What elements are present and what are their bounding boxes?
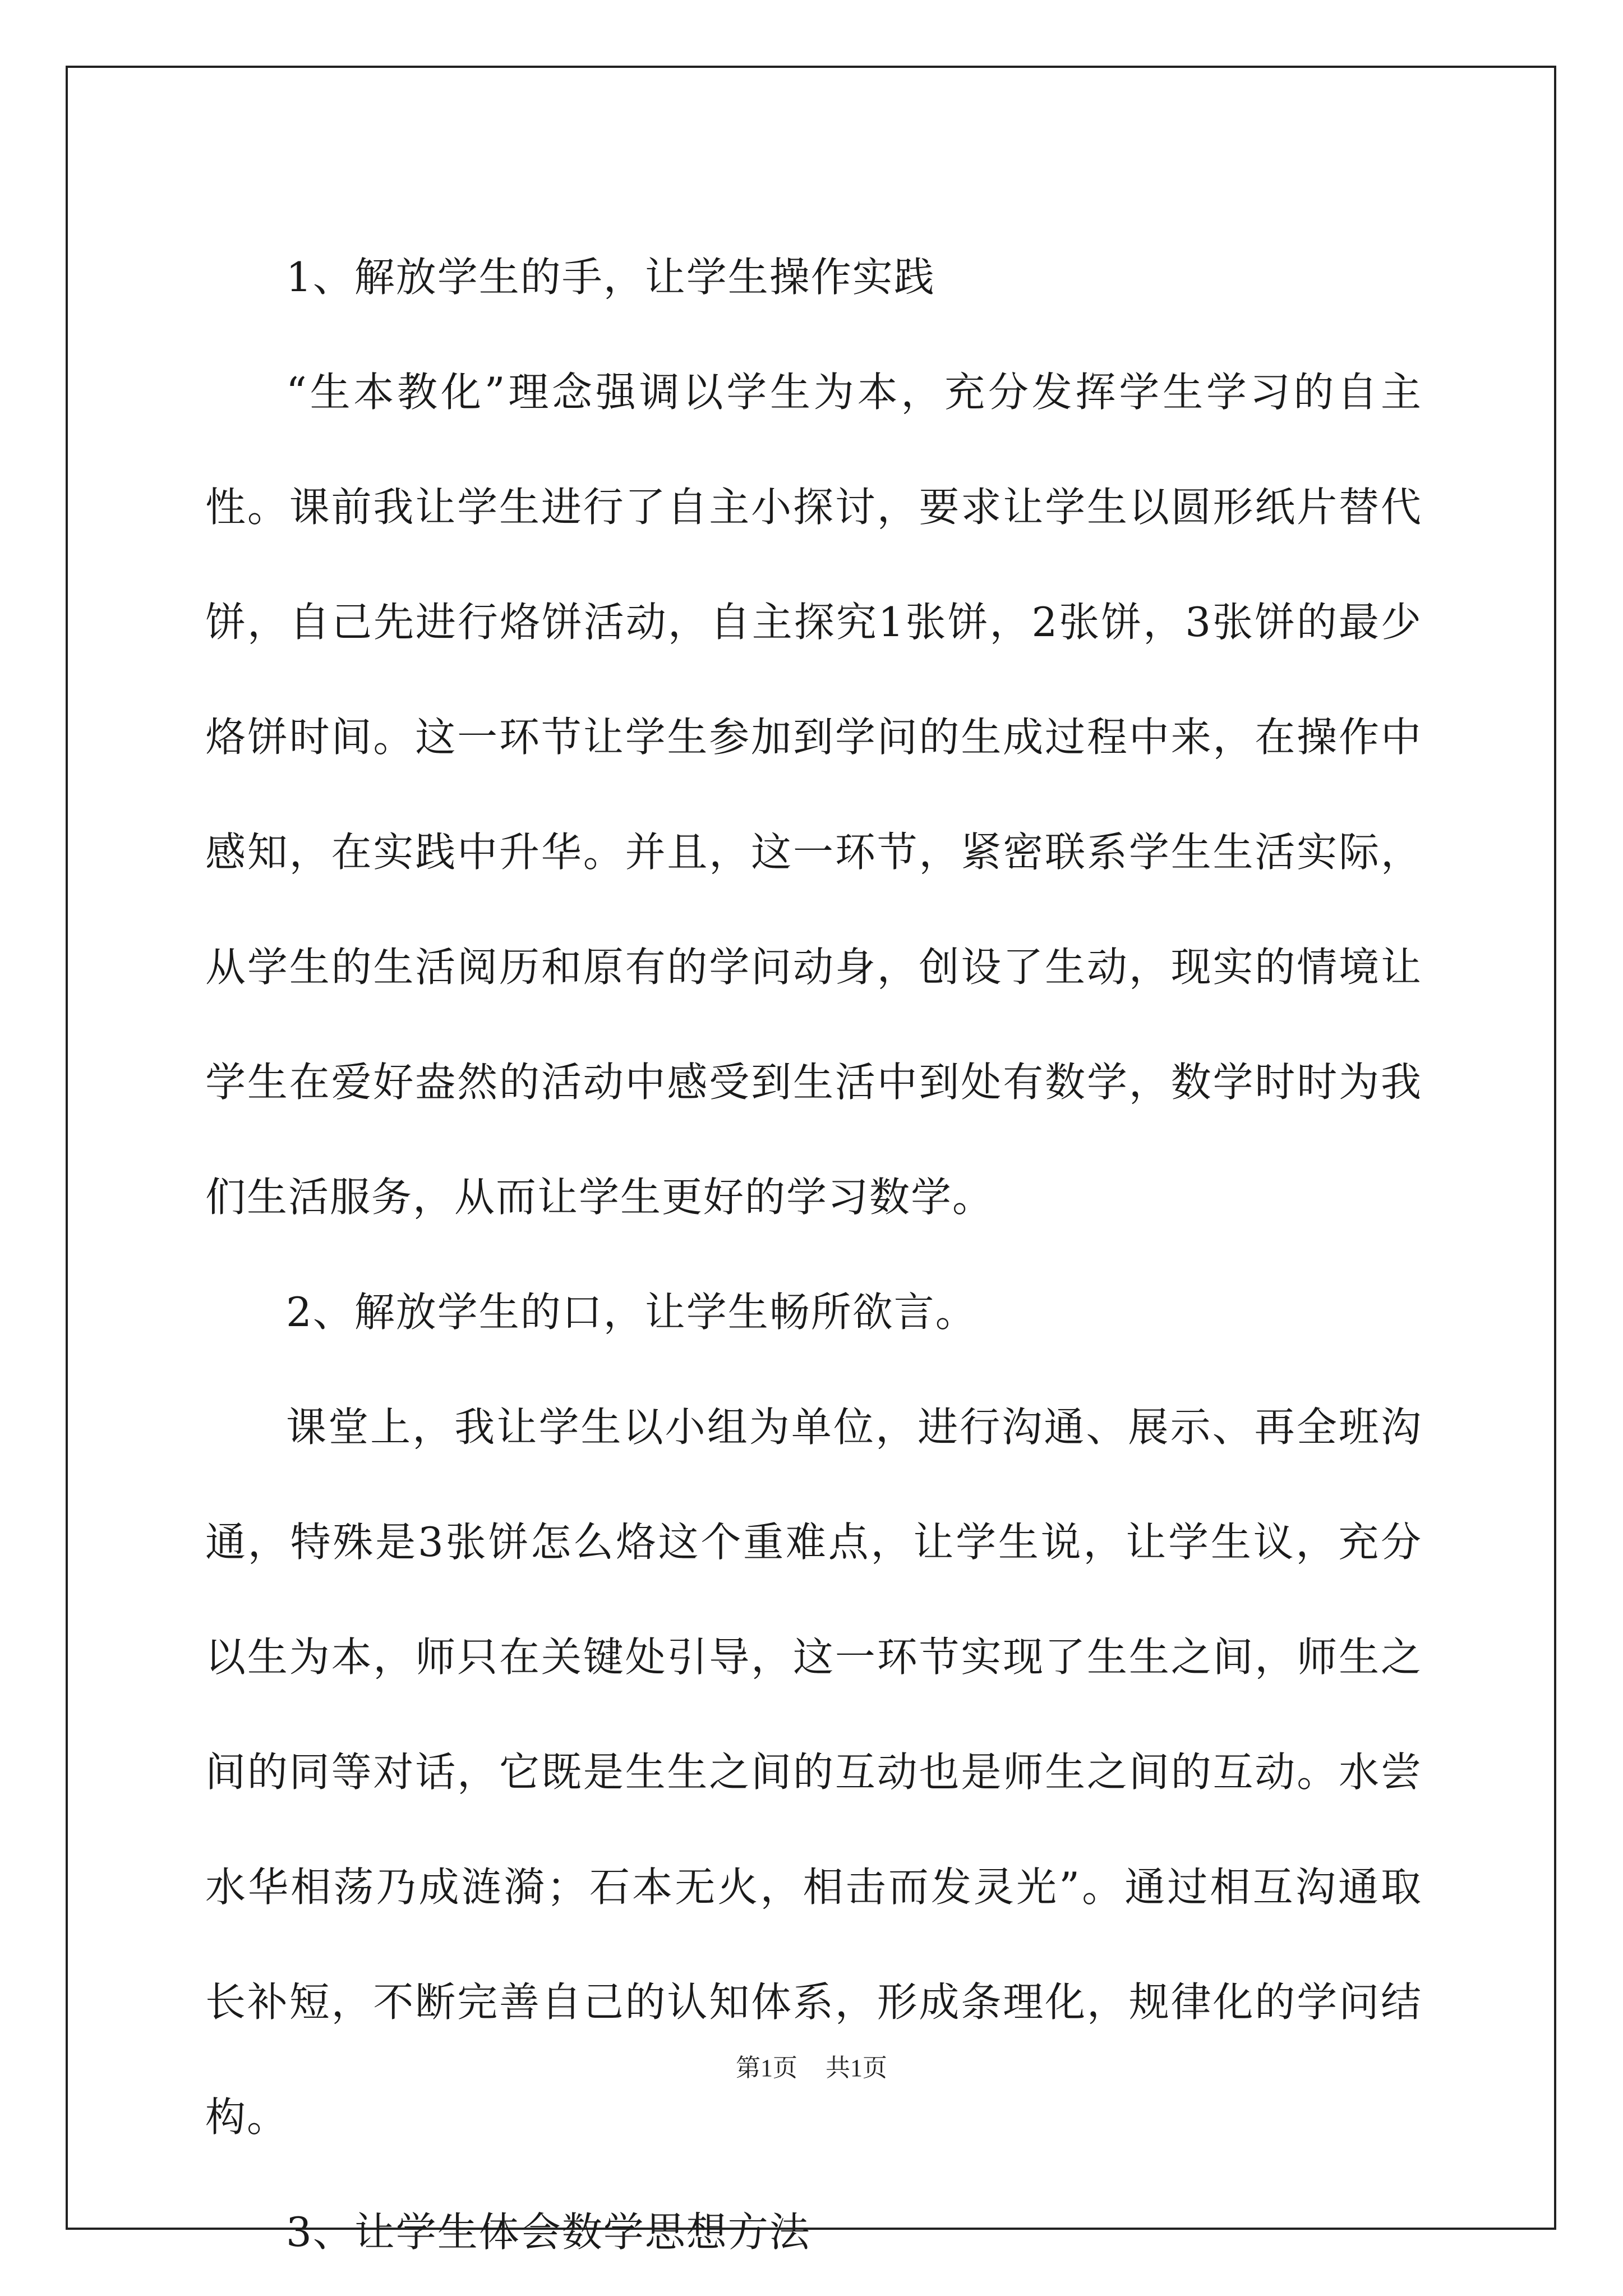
paragraph-1: “生本教化”理念强调以学生为本，充分发挥学生学习的自主性。课前我让学生进行了自主小探讨，要求让学生以圆形纸片替代饼，自己先进行烙饼活动，自主探究1张饼，2张饼，3张饼的最少烙饼时间。这一环节让学生参加到学问的生成过程中来，在操作中感知，在实践中升华。并且，这一环节，紧密联系学生生活实际，从学生的生活阅历和原有的学问动身，创设了生动，现实的情境让学生在爱好盎然的活动中感受到生活中到处有数学，数学时时为我们生活服务，从而让学生更好的学习数学。 xyxy=(205,369,1422,1221)
document-body xyxy=(205,220,1422,2290)
page-number: 第1页 xyxy=(736,2054,797,2082)
heading-1: 1、解放学生的手，让学生操作实践 xyxy=(286,254,935,301)
heading-3: 3、让学生体会数学思想方法 xyxy=(286,2208,811,2256)
heading-2: 2、解放学生的口，让学生畅所欲言。 xyxy=(286,1289,977,1336)
page-total: 共1页 xyxy=(826,2054,887,2082)
page-footer xyxy=(0,2047,1623,2083)
paragraph-2: 课堂上，我让学生以小组为单位，进行沟通、展示、再全班沟通，特殊是3张饼怎么烙这个重难点，让学生说，让学生议，充分以生为本，师只在关键处引导，这一环节实现了生生之间，师生之间的同等对话，它既是生生之间的互动也是师生之间的互动。水尝水华相荡乃成涟漪；石本无火，相击而发灵光”。通过相互沟通取长补短，不断完善自己的认知体系，形成条理化，规律化的学问结构。 xyxy=(205,1404,1422,2141)
